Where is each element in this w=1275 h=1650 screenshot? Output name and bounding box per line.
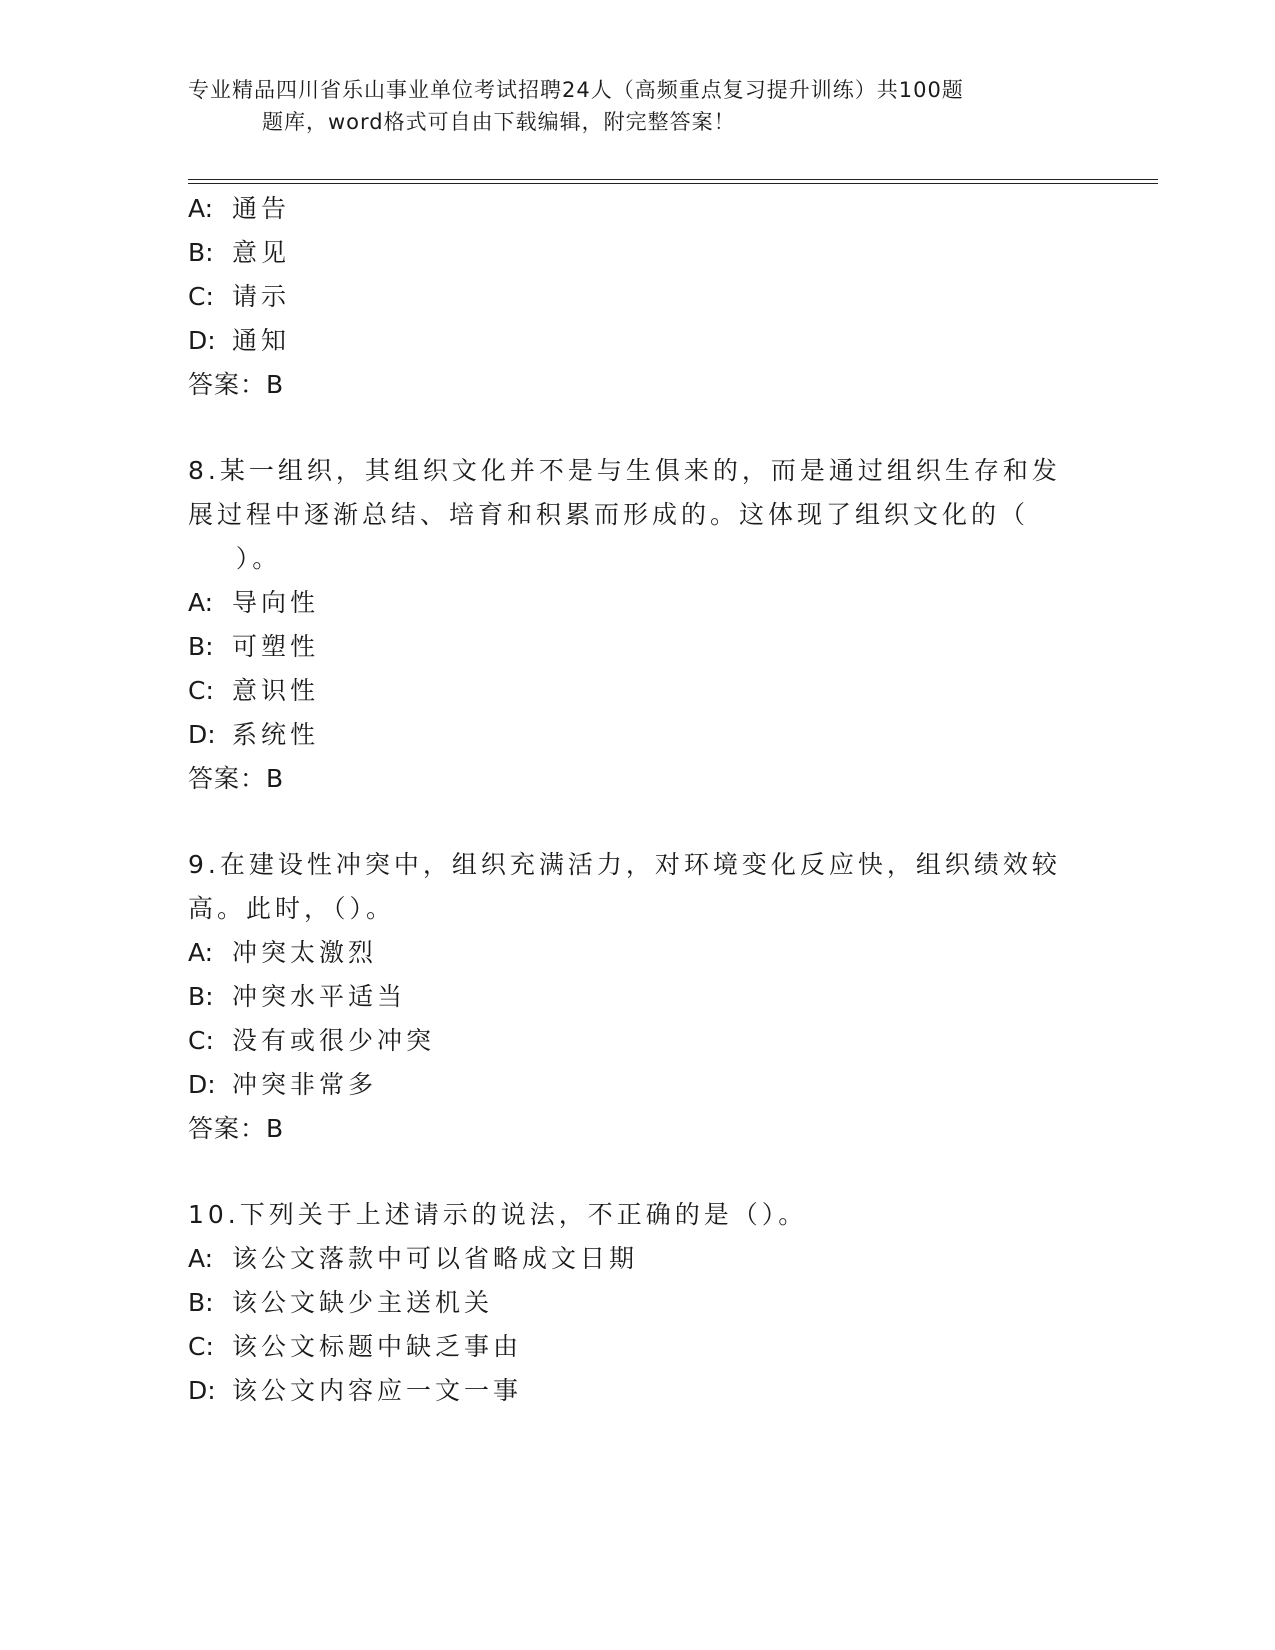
option-letter: C: xyxy=(188,282,214,311)
option-text: 通知 xyxy=(232,326,291,355)
q7-option-d xyxy=(188,318,290,364)
q9-stem-line-1: 9.在建设性冲突中，组织充满活力，对环境变化反应快，组织绩效较 xyxy=(188,850,1061,879)
q8-option-c xyxy=(188,668,319,714)
q9-option-a xyxy=(188,930,377,976)
q9-option-b xyxy=(188,974,406,1020)
option-letter: A: xyxy=(188,1244,214,1273)
option-text: 没有或很少冲突 xyxy=(232,1026,436,1055)
option-letter: C: xyxy=(188,1026,214,1055)
option-text: 冲突水平适当 xyxy=(232,982,407,1011)
option-letter: D: xyxy=(188,1376,216,1405)
option-text: 意见 xyxy=(232,238,291,267)
q8-answer: 答案：B xyxy=(188,764,285,793)
option-text: 该公文标题中缺乏事由 xyxy=(232,1332,523,1361)
option-letter: B: xyxy=(188,238,214,267)
option-text: 系统性 xyxy=(232,720,320,749)
q9-option-d xyxy=(188,1062,377,1108)
q8-option-a xyxy=(188,580,319,626)
option-letter: C: xyxy=(188,1332,214,1361)
q8-option-d xyxy=(188,712,319,758)
q7-option-a xyxy=(188,186,290,232)
q7-option-b xyxy=(188,230,290,276)
q10-stem-line-1: 10.下列关于上述请示的说法，不正确的是（）。 xyxy=(188,1200,808,1229)
option-letter: A: xyxy=(188,938,214,967)
option-text: 导向性 xyxy=(232,588,320,617)
q10-option-c xyxy=(188,1324,522,1370)
option-letter: B: xyxy=(188,982,214,1011)
q10-option-a xyxy=(188,1236,638,1282)
q7-answer: 答案：B xyxy=(188,370,285,399)
option-text: 可塑性 xyxy=(232,632,320,661)
q9-answer: 答案：B xyxy=(188,1114,285,1143)
header-rule-bottom xyxy=(188,183,1158,184)
page-header xyxy=(188,74,1088,138)
option-letter: A: xyxy=(188,194,214,223)
option-text: 该公文落款中可以省略成文日期 xyxy=(232,1244,639,1273)
option-text: 该公文内容应一文一事 xyxy=(232,1376,523,1405)
q9-stem-line-2: 高。此时，（）。 xyxy=(188,894,396,923)
option-letter: B: xyxy=(188,1288,214,1317)
option-letter: D: xyxy=(188,326,216,355)
q8-stem-line-3: ）。 xyxy=(188,544,282,573)
option-text: 意识性 xyxy=(232,676,320,705)
q10-option-b xyxy=(188,1280,493,1326)
header-rule-top xyxy=(188,179,1158,180)
q7-option-c xyxy=(188,274,290,320)
header-line-2: 题库，word格式可自由下载编辑，附完整答案！ xyxy=(262,110,736,134)
option-letter: D: xyxy=(188,720,216,749)
q8-stem-line-2: 展过程中逐渐总结、培育和积累而形成的。这体现了组织文化的（ xyxy=(188,500,1030,529)
q8-stem-line-1: 8.某一组织，其组织文化并不是与生俱来的，而是通过组织生存和发 xyxy=(188,456,1061,485)
q9-option-c xyxy=(188,1018,435,1064)
option-text: 通告 xyxy=(232,194,291,223)
option-letter: D: xyxy=(188,1070,216,1099)
header-line-1: 专业精品四川省乐山事业单位考试招聘24人（高频重点复习提升训练）共100题 xyxy=(188,78,964,102)
option-letter: B: xyxy=(188,632,214,661)
option-text: 冲突非常多 xyxy=(232,1070,378,1099)
option-letter: C: xyxy=(188,676,214,705)
option-text: 该公文缺少主送机关 xyxy=(232,1288,494,1317)
option-text: 请示 xyxy=(232,282,291,311)
q8-option-b xyxy=(188,624,319,670)
option-letter: A: xyxy=(188,588,214,617)
option-text: 冲突太激烈 xyxy=(232,938,378,967)
q10-option-d xyxy=(188,1368,522,1414)
